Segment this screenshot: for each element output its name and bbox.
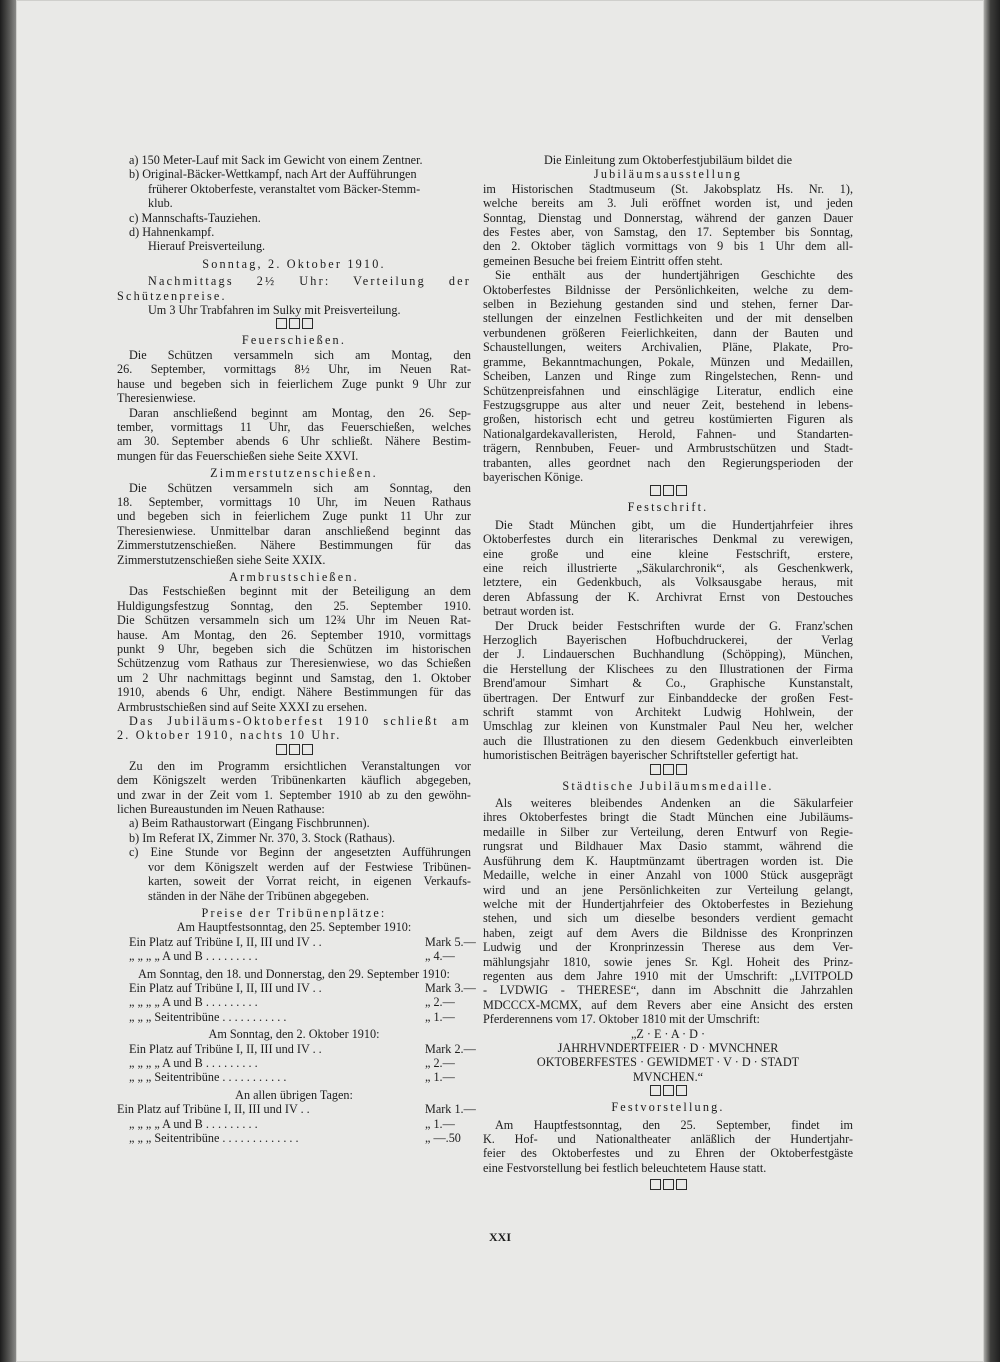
price-heading: An allen übrigen Tagen: (235, 1087, 353, 1102)
text-line: Die Schützen versammeln sich um 12¾ Uhr im Neuen Rat- (117, 613, 471, 628)
text-line: stellungen der einzelnen Festlichkeiten und der mit denselben (483, 311, 853, 326)
ornament-divider (117, 317, 471, 333)
text-line: Umschlag zur kleinen von Kunstmaler Paul Neu her, welcher (483, 719, 853, 734)
text-line: trägern, Rennbuben, Feuer- und Armbrustschützen und Stadt- (483, 441, 853, 456)
text-line: Medaille, welche in einer Anzahl von 1000 Stück ausgeprägt (483, 868, 853, 883)
text-line: c) Mannschafts-Tauziehen. (129, 210, 261, 225)
page-edge-shadow (984, 0, 1000, 1362)
text-line: hause. Am Montag, den 26. September 1910, vormittags (117, 627, 471, 642)
text-line: a) 150 Meter-Lauf mit Sack im Gewicht von einem Zentner. (129, 153, 423, 167)
book-spine-shadow (0, 0, 16, 1362)
text-line: Die Einleitung zum Oktoberfestjubiläum bildet die (543, 153, 793, 167)
text-line: Das Jubiläums-Oktoberfest 1910 schließt am (129, 714, 471, 729)
text-line: Scheiben, Lanzen und Ringe zum Ringelstechen, Renn- und (483, 369, 853, 384)
text-line: Oktoberfestes Bildnisse der Persönlichkeiten, welche zu dem- (483, 282, 853, 297)
section-heading: Preise der Tribünenplätze: (201, 905, 387, 920)
text-line: welche mit der Hundertjahrfeier des Oktoberfestes in Beziehung (483, 896, 853, 911)
text-line: regenten aus dem Jahre 1910 mit der Umschrift: „LVITPOLD (483, 968, 853, 983)
text-line: haben, zeigt auf dem Avers die Bildnisse des Kronprinzen (483, 925, 853, 940)
price-heading: Am Sonntag, den 18. und Donnerstag, den 29. September 1910: (138, 966, 450, 981)
book-page (16, 0, 984, 1362)
text-line: karten, soweit der Vorrat reicht, in eigenen Verkaufs- (148, 874, 471, 889)
text-line: klub. (148, 196, 173, 211)
text-line: 26. September, vormittags 8½ Uhr, im Neuen Rat- (117, 362, 471, 377)
text-line: lichen Bureaustunden im Neuen Rathause: (117, 802, 325, 817)
price-row: „ „ „ Seitentribüne . . . . . . . . . . . . . „ —.50 (129, 1131, 461, 1145)
text-line: ständen in der Nähe der Tribünen abgegeben. (148, 888, 370, 903)
text-line: Um 3 Uhr Trabfahren im Sulky mit Preisverteilung. (148, 303, 401, 318)
text-line: Die Schützen versammeln sich am Sonntag, den (129, 480, 471, 495)
text-line: Zu den im Programm ersichtlichen Veranstaltungen vor (129, 758, 471, 773)
text-line: MDCCCX-MCMX, auf dem Revers aber eine Ansicht des ersten (483, 997, 853, 1012)
text-line: Zimmerstutzenschießen. Nähere Bestimmungen für das (117, 538, 471, 553)
text-line: bayerischen Könige. (483, 469, 584, 484)
text-line: im Historischen Stadtmuseum (St. Jakobsplatz Hs. Nr. 1), (483, 181, 853, 196)
text-line: selben in Beziehung gestanden sind und stehen, ferner Dar- (483, 297, 853, 312)
text-line: b) Im Referat IX, Zimmer Nr. 370, 3. Stock (Rathaus). (129, 830, 396, 845)
text-line: mungen für das Feuerschießen siehe Seite XXVI. (117, 448, 359, 463)
text-line: Nationalgardekavalleristen, Herold, Fahnen- und Standarten- (483, 426, 853, 441)
text-line: und begeben sich in feierlichem Zuge punkt 11 Uhr zur (117, 509, 471, 524)
text-line: Daran anschließend beginnt am Montag, den 26. Sep- (129, 405, 471, 420)
ornament-divider (483, 1084, 853, 1100)
text-line: Sie enthält aus der hundertjährigen Geschichte des (495, 268, 853, 283)
section-heading: Festvorstellung. (611, 1100, 725, 1115)
text-line: welche bereits am 3. Juli eröffnet worden ist, und jeden (483, 196, 853, 211)
ornament-divider (483, 484, 853, 500)
text-line: wird und an jene Persönlichkeiten zur Verteilung gelangt, (483, 882, 853, 897)
text-line: am 30. September abends 6 Uhr schließt. Nähere Bestim- (117, 434, 471, 449)
text-line: Oktoberfestes durch ein literarisches Denkmal zu verewigen, (483, 532, 853, 547)
text-line: schrift stammt von Architekt Ludwig Hohlwein, der (483, 705, 853, 720)
ornament-divider (483, 1178, 853, 1194)
text-line: betraut worden ist. (483, 604, 575, 619)
text-line: stehen, und sich um dieselbe besonders verdient gemacht (483, 911, 853, 926)
text-line: eine große und eine kleine Festschrift, erstere, (483, 546, 853, 561)
text-line: Hierauf Preisverteilung. (148, 239, 266, 254)
section-heading: Feuerschießen. (241, 333, 347, 348)
medal-inscription: OKTOBERFESTES · GEWIDMET · V · D · STADT (536, 1055, 800, 1070)
text-line: Schützenzug vom Rathaus zur Theresienwiese, wo das Schießen (117, 656, 471, 671)
page-number: XXI (488, 1230, 511, 1244)
ornament-divider (483, 763, 853, 779)
text-line: humoristischen Beiträgen bayerischer Schriftsteller gefertigt hat. (483, 748, 799, 763)
text-line: Herzoglich Bayerischen Hofbuchdruckerei, der Verlag (483, 633, 853, 647)
text-line: Das Festschießen beginnt mit der Beteiligung an dem (129, 584, 471, 599)
text-line: feier des Oktoberfestes und zu Ehren der Oktoberfestgäste (483, 1146, 853, 1161)
section-heading: Jubiläumsausstellung (593, 167, 743, 182)
text-line: punkt 9 Uhr, begeben sich die Schützen im historischen (117, 642, 471, 656)
text-line: Zimmerstutzenschießen siehe Seite XXIX. (117, 552, 326, 567)
price-row: „ „ „ „ A und B . . . . . . . . . „ 2.— (129, 995, 455, 1010)
price-heading: Am Sonntag, den 2. Oktober 1910: (208, 1027, 380, 1042)
text-line: früherer Oktoberfeste, veranstaltet vom Bäcker-Stemm- (148, 181, 421, 196)
text-line: den 2. Oktober täglich vormittags von 9 bis 1 Uhr dem all- (483, 239, 853, 254)
text-line: die Herstellung der Klischees zu den Illustrationen der Firma (483, 661, 853, 676)
price-row: „ „ „ „ A und B . . . . . . . . . „ 4.— (129, 949, 455, 964)
text-line: Festzugsgruppe aus alter und neuer Zeit, bestehend in lebens- (483, 397, 853, 412)
text-line: Schützenpreise. (117, 288, 227, 303)
text-line: Ausführung dem K. Hauptmünzamt übertragen worden ist. Die (483, 853, 853, 868)
price-row: Ein Platz auf Tribüne I, II, III und IV . . Mark 3.— (129, 980, 476, 995)
text-line: 18. September, vormittags 10 Uhr, im Neuen Rathaus (117, 494, 471, 509)
section-heading: Sonntag, 2. Oktober 1910. (202, 256, 386, 271)
text-line: Schützenpreisfahnen und einschlägige Literatur, endlich eine (483, 383, 853, 398)
text-line: Theresienwiese. (117, 391, 196, 406)
text-line: gemeinen Besuche bei freiem Eintritt offen steht. (483, 253, 723, 268)
text-line: übertragen. Der Entwurf zur Einbanddecke der großen Fest- (483, 690, 853, 705)
section-heading: Festschrift. (627, 500, 709, 515)
medal-inscription: „Z · E · A · D · (630, 1026, 706, 1041)
text-line: ihres Oktoberfestes bringt die Stadt München eine Jubiläums- (483, 810, 853, 825)
price-row: „ „ „ Seitentribüne . . . . . . . . . . . „ 1.— (129, 1009, 455, 1024)
text-line: Die Schützen versammeln sich am Montag, den (129, 347, 471, 362)
text-line: Schaustellungen, weiters Archivalien, Pläne, Plakate, Pro- (483, 340, 853, 355)
text-line: verbundenen größeren Feierlichkeiten, dann der Bauten und (483, 325, 853, 340)
text-line: tember, vormittags 11 Uhr, das Feuerschießen, welches (117, 419, 471, 434)
text-line: a) Beim Rathaustorwart (Eingang Fischbrunnen). (129, 816, 370, 831)
text-line: hause und begeben sich in feierlichem Zuge punkt 9 Uhr zur (117, 376, 471, 391)
text-line: Theresienwiese. Unmittelbar daran anschließend beginnt das (117, 523, 471, 538)
section-heading: Zimmerstutzenschießen. (210, 466, 378, 481)
text-line: mählungsjahr 1810, sowie jenes Sr. Kgl. Hoheit des Prinz- (483, 954, 853, 969)
text-line: Pferderennens vom 17. Oktober 1810 mit der Umschrift: (483, 1012, 760, 1027)
price-row: Ein Platz auf Tribüne I, II, III und IV . . Mark 1.— (117, 1102, 476, 1117)
text-line: Die Stadt München gibt, um die Hundertjahrfeier ihres (495, 517, 853, 532)
text-line: medaille in Silber zur Verteilung, deren Entwurf von Regie- (483, 824, 853, 839)
text-line: großen, historisch echt und getreu kostümierten Figuren als (483, 412, 853, 427)
text-line: - LVDWIG - THERESE“, dann im Abschnitt die Jahrzahlen (483, 983, 853, 998)
price-row: Ein Platz auf Tribüne I, II, III und IV . . Mark 2.— (129, 1041, 476, 1056)
text-line: rungsrat und Bildhauer Max Dasio stammt, während die (483, 839, 853, 854)
text-line: vor dem Königszelt werden auf der Festwiese Tribünen- (148, 859, 471, 874)
price-row: Ein Platz auf Tribüne I, II, III und IV . . Mark 5.— (129, 934, 476, 949)
text-line: Nachmittags 2½ Uhr: Verteilung der (148, 274, 471, 289)
medal-inscription: MVNCHEN.“ (632, 1069, 704, 1084)
right-column (483, 153, 853, 1194)
text-line: Als weiteres bleibendes Andenken an die Säkularfeier (495, 796, 853, 811)
left-column (117, 153, 476, 1145)
text-line: deren Abfassung der K. Archivrat Ernst von Destouches (483, 589, 853, 604)
text-line: Brend'amour Simhart & Co., Graphische Kunstanstalt, (483, 676, 853, 691)
text-line: c) Eine Stunde vor Beginn der angesetzten Aufführungen (129, 845, 471, 860)
text-line: 1910, abends 6 Uhr, endigt. Nähere Bestimmungen für das (117, 685, 471, 700)
text-line: Der Druck beider Festschriften wurde der G. Franz'schen (495, 618, 853, 633)
text-line: auch die Illustrationen zu den diesem Gedenkbuch einverleibten (483, 733, 853, 748)
text-line: d) Hahnenkampf. (129, 225, 215, 240)
price-heading: Am Hauptfestsonntag, den 25. September 1910: (176, 920, 412, 935)
text-line: gramme, Bekanntmachungen, Pokale, Münzen und Medaillen, (483, 354, 853, 369)
section-heading: Städtische Jubiläumsmedaille. (562, 778, 774, 793)
text-line: dem Königszelt werden Tribünenkarten käuflich abgegeben, (117, 773, 471, 788)
price-row: „ „ „ Seitentribüne . . . . . . . . . . . „ 1.— (129, 1070, 455, 1085)
text-line: b) Original-Bäcker-Wettkampf, nach Art der Aufführungen (129, 167, 417, 182)
text-line: Armbrustschießen sind auf Seite XXXI zu ersehen. (117, 699, 368, 714)
text-line: und zwar in der Zeit vom 1. September 1910 ab zu den gewöhn- (117, 787, 471, 802)
price-row: „ „ „ „ A und B . . . . . . . . . „ 2.— (129, 1055, 455, 1070)
text-line: des Festes aber, von Samstag, den 17. September bis Sonntag, (483, 225, 853, 240)
price-row: „ „ „ „ A und B . . . . . . . . . „ 1.— (129, 1116, 455, 1131)
text-line: eine Festvorstellung bei festlich beleuchtetem Hause statt. (483, 1160, 767, 1175)
text-line: Am Hauptfestsonntag, den 25. September, findet im (495, 1117, 853, 1132)
text-line: der J. Lindauerschen Buchhandlung (Schöpping), München, (483, 647, 853, 662)
section-heading: Armbrustschießen. (229, 569, 359, 584)
medal-inscription: JAHRHVNDERTFEIER · D · MVNCHNER (557, 1040, 779, 1055)
text-line: Ludwig und der Kronprinzessin Therese aus dem Ver- (483, 940, 853, 955)
ornament-divider (117, 743, 471, 759)
text-line: Sonntag, Dienstag und Donnerstag, während der ganzen Dauer (483, 210, 853, 225)
text-line: letztere, ein Gedenkbuch, als Volksausgabe heraus, mit (483, 575, 853, 590)
text-line: Huldigungsfestzug Sonntag, den 25. September 1910. (117, 598, 471, 613)
text-line: eine reich illustrierte „Säkularchronik“, als Geschenkwerk, (483, 560, 853, 575)
text-line: trabanten, alles geordnet nach den Regierungsperioden der (483, 455, 853, 470)
text-line: um 2 Uhr nachmittags beginnt und Samstag, den 1. Oktober (117, 670, 471, 685)
text-line: 2. Oktober 1910, nachts 10 Uhr. (117, 728, 342, 743)
text-line: K. Hof- und Nationaltheater anläßlich der Hundertjahr- (483, 1132, 853, 1146)
